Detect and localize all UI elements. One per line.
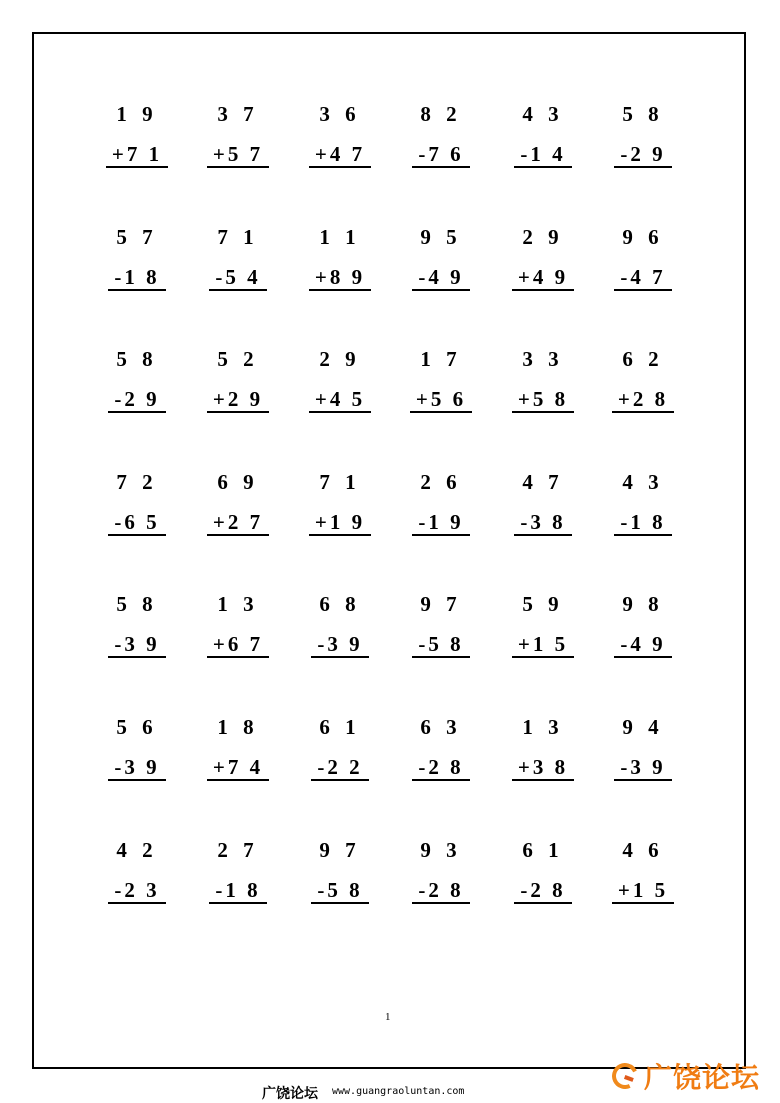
problem-top-number: 6 1 <box>522 838 564 862</box>
problem-operand: -2 9 <box>614 143 671 168</box>
problem-operand: -5 4 <box>209 266 266 291</box>
problem-top-number: 5 8 <box>116 347 158 371</box>
problem <box>397 592 485 672</box>
problem-answer-line <box>93 878 181 904</box>
problem <box>599 347 687 427</box>
problem-operand: +6 7 <box>207 633 269 658</box>
problem-operand: -1 8 <box>108 266 165 291</box>
problem <box>194 347 282 427</box>
problem-operand: -3 9 <box>614 756 671 781</box>
problem-top-number: 3 6 <box>319 102 361 126</box>
problem-operand: -1 8 <box>614 511 671 536</box>
problem-answer-line <box>93 510 181 536</box>
problem-answer-line <box>194 878 282 904</box>
logo-text: 广饶论坛 <box>644 1061 761 1094</box>
problem-top-number: 1 1 <box>319 225 361 249</box>
problem-answer-line <box>499 878 587 904</box>
problem-answer-line <box>93 387 181 413</box>
problem-operand: -2 9 <box>108 388 165 413</box>
problem-top-number: 5 8 <box>622 102 664 126</box>
problem-operand: +1 5 <box>512 633 574 658</box>
problem-answer-line <box>296 142 384 168</box>
problem-answer-line <box>93 632 181 658</box>
problem-top-number: 3 3 <box>522 347 564 371</box>
problem-top-number: 5 7 <box>116 225 158 249</box>
problem-operand: -7 6 <box>412 143 469 168</box>
problem <box>93 225 181 305</box>
problem-operand: +5 6 <box>410 388 472 413</box>
problem-operand: -1 8 <box>209 879 266 904</box>
problem-top-number: 6 9 <box>217 470 259 494</box>
problem-answer-line <box>93 755 181 781</box>
problem-operand: -3 9 <box>311 633 368 658</box>
problem <box>499 592 587 672</box>
problem-answer-line <box>397 878 485 904</box>
problem <box>296 102 384 182</box>
problem-top-number: 7 2 <box>116 470 158 494</box>
problem-top-number: 9 3 <box>420 838 462 862</box>
problem <box>194 470 282 550</box>
problem-top-number: 9 5 <box>420 225 462 249</box>
problem-answer-line <box>397 510 485 536</box>
problem-answer-line <box>499 265 587 291</box>
problem-operand: -1 4 <box>514 143 571 168</box>
problem-top-number: 4 6 <box>622 838 664 862</box>
problem-operand: +1 9 <box>309 511 371 536</box>
footer-url[interactable]: www.guangraoluntan.com <box>332 1086 465 1097</box>
problem-top-number: 2 7 <box>217 838 259 862</box>
problem-top-number: 1 8 <box>217 715 259 739</box>
problem <box>93 715 181 795</box>
problem <box>194 102 282 182</box>
problem <box>599 838 687 918</box>
problem-answer-line <box>397 632 485 658</box>
problem-operand: +5 7 <box>207 143 269 168</box>
problem-answer-line <box>93 142 181 168</box>
problem <box>194 838 282 918</box>
problem-top-number: 9 8 <box>622 592 664 616</box>
problem <box>599 470 687 550</box>
problem-operand: +4 7 <box>309 143 371 168</box>
problem <box>397 102 485 182</box>
problem <box>599 102 687 182</box>
problem-top-number: 9 4 <box>622 715 664 739</box>
problem-answer-line <box>499 142 587 168</box>
problem-answer-line <box>397 755 485 781</box>
problem-operand: +2 8 <box>612 388 674 413</box>
problem <box>296 347 384 427</box>
problem-top-number: 7 1 <box>217 225 259 249</box>
problem <box>296 715 384 795</box>
problem <box>499 347 587 427</box>
problem-answer-line <box>194 632 282 658</box>
problem-operand: -6 5 <box>108 511 165 536</box>
problem-top-number: 5 9 <box>522 592 564 616</box>
problem-answer-line <box>599 632 687 658</box>
problem-top-number: 6 1 <box>319 715 361 739</box>
problem-top-number: 5 8 <box>116 592 158 616</box>
problem-operand: -4 7 <box>614 266 671 291</box>
problem-operand: -2 8 <box>412 879 469 904</box>
problem <box>296 592 384 672</box>
problem-top-number: 3 7 <box>217 102 259 126</box>
problem <box>296 470 384 550</box>
problem-operand: +4 5 <box>309 388 371 413</box>
problem-operand: -2 8 <box>514 879 571 904</box>
problem-operand: +4 9 <box>512 266 574 291</box>
problem-operand: -2 8 <box>412 756 469 781</box>
problem <box>499 225 587 305</box>
problem-answer-line <box>599 387 687 413</box>
problem <box>499 102 587 182</box>
problem-answer-line <box>296 265 384 291</box>
problem-top-number: 1 9 <box>116 102 158 126</box>
problem-top-number: 5 2 <box>217 347 259 371</box>
problem-top-number: 6 8 <box>319 592 361 616</box>
problem-answer-line <box>397 387 485 413</box>
problem <box>499 470 587 550</box>
problem-answer-line <box>296 387 384 413</box>
problem-top-number: 2 9 <box>522 225 564 249</box>
problem-top-number: 5 6 <box>116 715 158 739</box>
problem <box>93 347 181 427</box>
problem-operand: +5 8 <box>512 388 574 413</box>
problem-answer-line <box>499 755 587 781</box>
problem-top-number: 6 3 <box>420 715 462 739</box>
site-logo[interactable] <box>612 1058 760 1094</box>
problem-top-number: 1 3 <box>522 715 564 739</box>
problem-answer-line <box>194 142 282 168</box>
problem-operand: -3 9 <box>108 633 165 658</box>
logo-g-icon <box>608 1059 641 1092</box>
problem-operand: +2 7 <box>207 511 269 536</box>
problem-top-number: 1 7 <box>420 347 462 371</box>
problem-operand: -2 3 <box>108 879 165 904</box>
problem-top-number: 4 2 <box>116 838 158 862</box>
problem <box>93 592 181 672</box>
problem <box>93 838 181 918</box>
problem-top-number: 1 3 <box>217 592 259 616</box>
problem <box>93 470 181 550</box>
problem-operand: -5 8 <box>311 879 368 904</box>
problem-top-number: 4 3 <box>522 102 564 126</box>
problem-operand: +3 8 <box>512 756 574 781</box>
problem-answer-line <box>194 510 282 536</box>
problem-operand: -4 9 <box>614 633 671 658</box>
page-number: 1 <box>385 1011 391 1023</box>
problem <box>397 715 485 795</box>
problem-answer-line <box>499 632 587 658</box>
problem-top-number: 8 2 <box>420 102 462 126</box>
problem-answer-line <box>499 510 587 536</box>
problem-answer-line <box>93 265 181 291</box>
problem-answer-line <box>599 142 687 168</box>
problem-operand: +8 9 <box>309 266 371 291</box>
problem <box>194 592 282 672</box>
problem <box>499 715 587 795</box>
problem <box>397 470 485 550</box>
problem-operand: -3 9 <box>108 756 165 781</box>
problem-answer-line <box>194 265 282 291</box>
problem-answer-line <box>599 265 687 291</box>
problem-answer-line <box>194 755 282 781</box>
problem <box>599 592 687 672</box>
problem <box>397 838 485 918</box>
problem-answer-line <box>599 755 687 781</box>
problem-answer-line <box>397 265 485 291</box>
problem-operand: +7 1 <box>106 143 168 168</box>
problem <box>397 225 485 305</box>
problem-top-number: 9 6 <box>622 225 664 249</box>
problem <box>599 225 687 305</box>
problem-top-number: 4 7 <box>522 470 564 494</box>
problem-answer-line <box>194 387 282 413</box>
problem-top-number: 9 7 <box>420 592 462 616</box>
problem-top-number: 4 3 <box>622 470 664 494</box>
problem <box>296 225 384 305</box>
problem-top-number: 9 7 <box>319 838 361 862</box>
problem-top-number: 6 2 <box>622 347 664 371</box>
problem-top-number: 7 1 <box>319 470 361 494</box>
problem <box>93 102 181 182</box>
problem <box>194 225 282 305</box>
problem-operand: +1 5 <box>612 879 674 904</box>
problem-answer-line <box>296 878 384 904</box>
problem-operand: +7 4 <box>207 756 269 781</box>
problem-top-number: 2 6 <box>420 470 462 494</box>
problem <box>499 838 587 918</box>
problem-answer-line <box>296 755 384 781</box>
problem-answer-line <box>599 878 687 904</box>
problem-top-number: 2 9 <box>319 347 361 371</box>
problem-answer-line <box>599 510 687 536</box>
problem-operand: -3 8 <box>514 511 571 536</box>
problem-answer-line <box>499 387 587 413</box>
problem-operand: -2 2 <box>311 756 368 781</box>
problem <box>296 838 384 918</box>
problem-answer-line <box>296 510 384 536</box>
problem-operand: +2 9 <box>207 388 269 413</box>
problem-answer-line <box>296 632 384 658</box>
problem-answer-line <box>397 142 485 168</box>
footer-site-name: 广饶论坛 <box>262 1086 318 1102</box>
problem-operand: -1 9 <box>412 511 469 536</box>
problem <box>194 715 282 795</box>
problem <box>397 347 485 427</box>
problem-operand: -4 9 <box>412 266 469 291</box>
problem <box>599 715 687 795</box>
problem-operand: -5 8 <box>412 633 469 658</box>
